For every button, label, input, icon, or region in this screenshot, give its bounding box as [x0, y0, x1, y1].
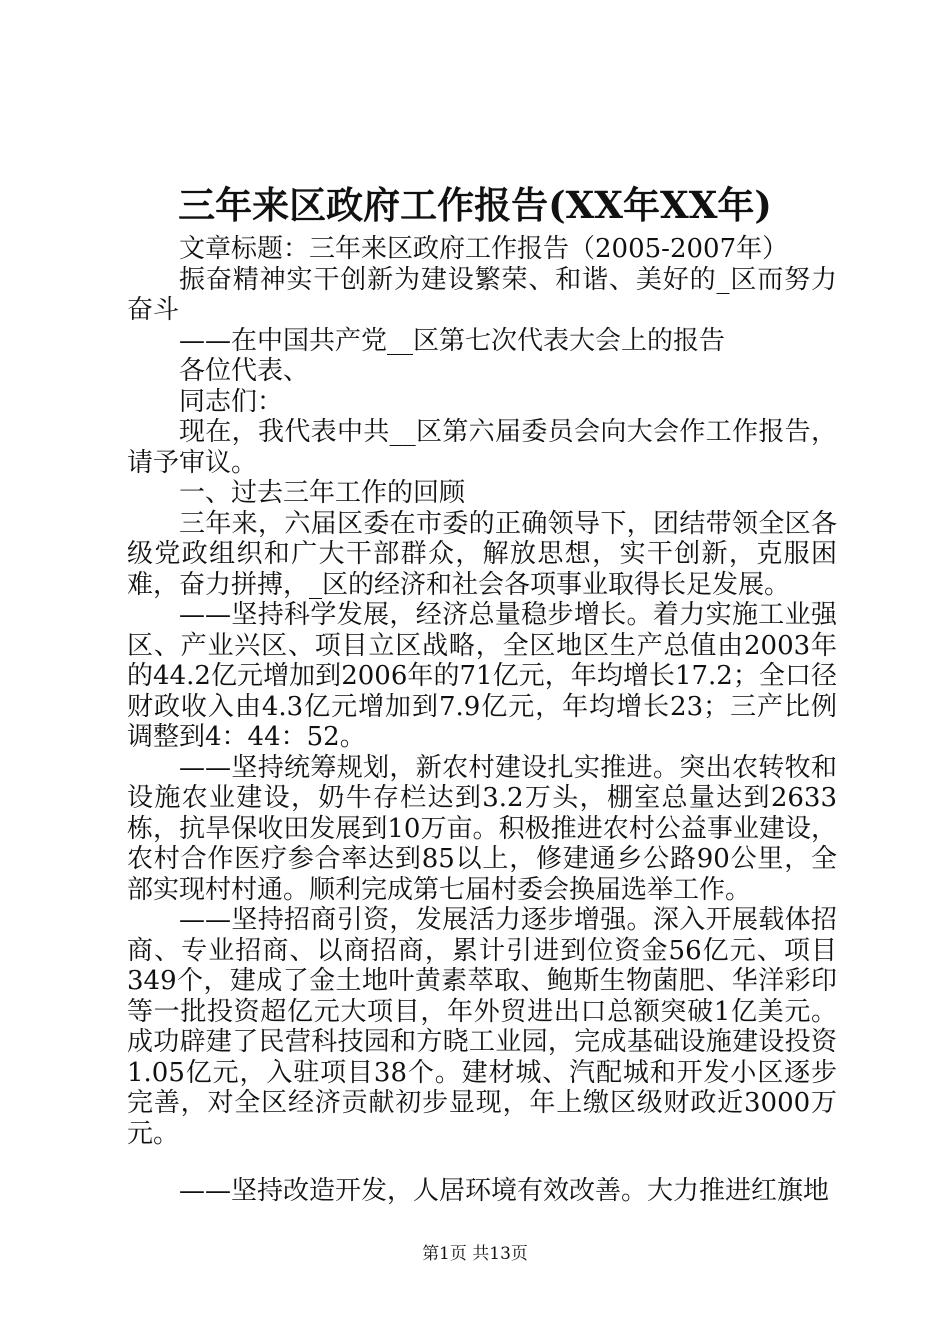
investment-paragraph: ——坚持招商引资，发展活力逐步增强。深入开展载体招商、专业招商、以商招商，累计引进到位资金56亿元、项目349个，建成了金土地叶黄素萃取、鲍斯生物菌肥、华洋彩印等一批投资超亿元大项目，年外贸进出口总额突破1亿美元。成功辟建了民营科技园和方晓工业园，完成基础设施建设投资1.05亿元，入驻项目38个。建材城、汽配城和开发小区逐步完善，对全区经济贡献初步显现，年上缴区级财政近3000万元。 — [127, 905, 837, 1149]
document-body — [127, 234, 837, 1207]
report-occasion-line: ——在中国共产党__区第七次代表大会上的报告 — [179, 325, 726, 356]
environment-paragraph: ——坚持改造开发，人居环境有效改善。大力推进红旗地 — [179, 1176, 830, 1206]
section-heading: 一、过去三年工作的回顾 — [179, 478, 466, 508]
page-number-footer: 第1页 共13页 — [422, 1244, 528, 1264]
salutation-comrades: 同志们： — [179, 386, 284, 417]
review-intro-paragraph: 三年来，六届区委在市委的正确领导下，团结带领全区各级党政组织和广大干部群众，解放思想，实干创新，克服困难，奋力拼搏，_区的经济和社会各项事业取得长足发展。 — [127, 508, 837, 600]
rural-paragraph: ——坚持统筹规划，新农村建设扎实推进。突出农转牧和设施农业建设，奶牛存栏达到3.2万头，棚室总量达到2633栋，抗旱保收田发展到10万亩。积极推进农村公益事业建设，农村合作医疗参合率达到85以上，修建通乡公路90公里，全部实现村村通。顺利完成第七届村委会换届选举工作。 — [127, 752, 837, 905]
economy-paragraph: ——坚持科学发展，经济总量稳步增长。着力实施工业强区、产业兴区、项目立区战略，全区地区生产总值由2003年的44.2亿元增加到2006年的71亿元，年均增长17.2；全口径财政收入由4.3亿元增加到7.9亿元，年均增长23；三产比例调整到4：44：52。 — [127, 600, 837, 752]
document-title: 三年来区政府工作报告(XX年XX年) — [178, 183, 772, 227]
opening-paragraph: 现在，我代表中共__区第六届委员会向大会作工作报告，请予审议。 — [127, 417, 837, 478]
salutation-delegates: 各位代表、 — [179, 356, 310, 386]
article-title-line: 文章标题：三年来区政府工作报告（2005-2007年） — [179, 234, 789, 264]
subtitle-line: 振奋精神实干创新为建设繁荣、和谐、美好的_区而努力奋斗 — [127, 264, 837, 325]
